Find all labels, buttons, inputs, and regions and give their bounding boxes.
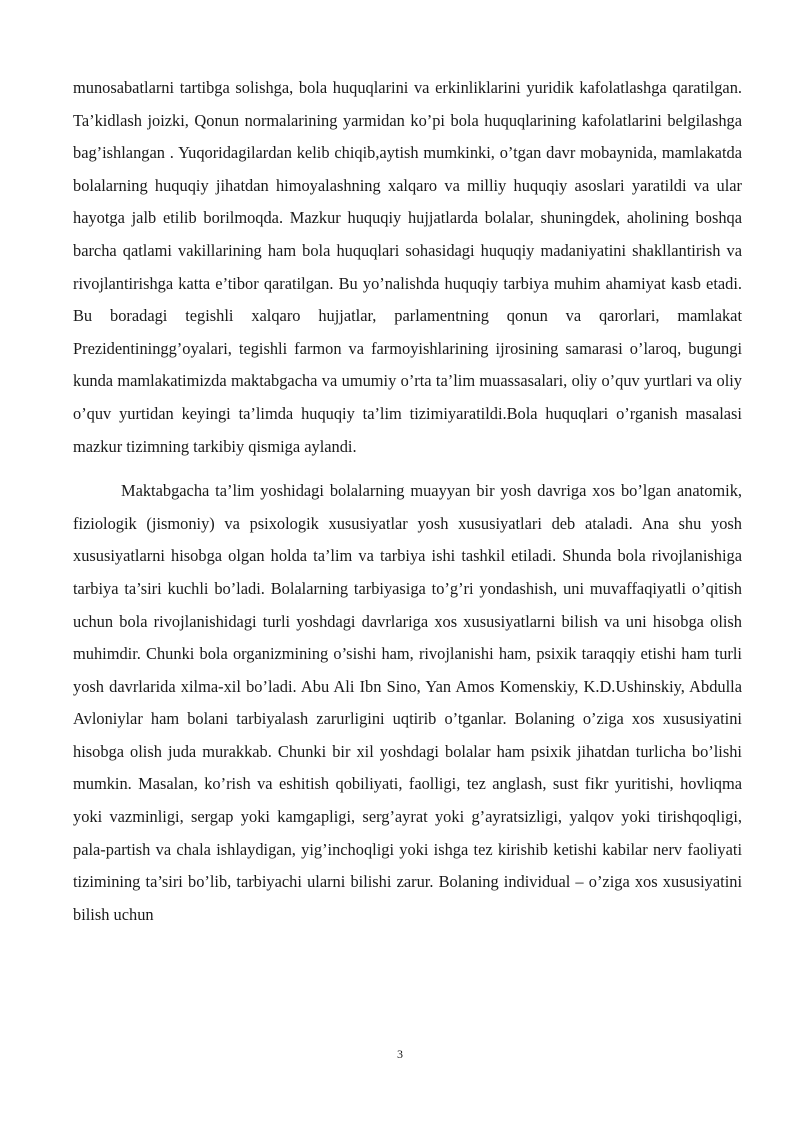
paragraph-age-characteristics: Maktabgacha ta’lim yoshidagi bolalarning muayyan bir yosh davriga xos bo’lgan anatomik, fiziologik (jismoniy) va psixologik xususiyatlar yosh xususiyatlari deb ataladi. Ana shu yosh xususiyatlarni hisobga olgan holda ta’lim va tarbiya ishi tashkil etiladi. Shunda bola rivojlanishiga tarbiya ta’siri kuchli bo’ladi. Bolalarning tarbiyasiga to’g’ri yondashish, uni muvaffaqiyatli o’qitish uchun bola rivojlanishidagi turli yoshdagi davrlariga xos xususiyatlarni bilish va uni hisobga olish muhimdir. Chunki bola organizmining o’sishi ham, rivojlanishi ham, psixik taraqqiy etishi ham turli yosh davrlarida xilma-xil bo’ladi. Abu Ali Ibn Sino, Yan Amos Komenskiy, K.D.Ushinskiy, Abdulla Avloniylar ham bolani tarbiyalash zarurligini uqtirib o’tganlar. Bolaning o’ziga xos xususiyatini hisobga olish juda murakkab. Chunki bir xil yoshdagi bolalar ham psixik jihatdan turlicha bo’lishi mumkin. Masalan, ko’rish va eshitish qobiliyati, faolligi, tez anglash, sust fikr yuritishi, hovliqma yoki vazminligi, sergap yoki kamgapligi, serg’ayrat yoki g’ayratsizligi, yalqov yoki tirishqoqligi, pala-partish va chala ishlaydigan, yig’inchoqligi yoki ishga tez kirishib ketishi kabilar nerv faoliyati tizimining ta’siri bo’lib, tarbiyachi ularni bilishi zarur. Bolaning individual – o’ziga xos xususiyatini bilish uchun [73, 481, 742, 924]
page-number: 3 [397, 1047, 403, 1061]
document-body [73, 72, 742, 931]
paragraph-continuation: munosabatlarni tartibga solishga, bola huquqlarini va erkinliklarini yuridik kafolatlashga qaratilgan. Ta’kidlash joizki, Qonun normalarining yarmidan ko’pi bola huquqlarining kafolatlarini belgilashga bag’ishlangan . Yuqoridagilardan kelib chiqib,aytish mumkinki, o’tgan davr mobaynida, mamlakatda bolalarning huquqiy jihatdan himoyalashning xalqaro va milliy huquqiy asoslari yaratildi va ular hayotga jalb etilib borilmoqda. Mazkur huquqiy hujjatlarda bolalar, shuningdek, aholining boshqa barcha qatlami vakillarining ham bola huquqlari sohasidagi huquqiy madaniyatini shakllantirish va rivojlantirishga katta e’tibor qaratilgan. Bu yo’nalishda huquqiy tarbiya muhim ahamiyat kasb etadi. Bu boradagi tegishli xalqaro hujjatlar, parlamentning qonun va qarorlari, mamlakat Prezidentiningg’oyalari, tegishli farmon va farmoyishlarining ijrosining samarasi o’laroq, bugungi kunda mamlakatimizda maktabgacha va umumiy o’rta ta’lim muassasalari, oliy o’quv yurtlari va oliy o’quv yurtidan keyingi ta’limda huquqiy ta’lim tizimiyaratildi.Bola huquqlari o’rganish masalasi mazkur tizimning tarkibiy qismiga aylandi. [73, 78, 742, 456]
